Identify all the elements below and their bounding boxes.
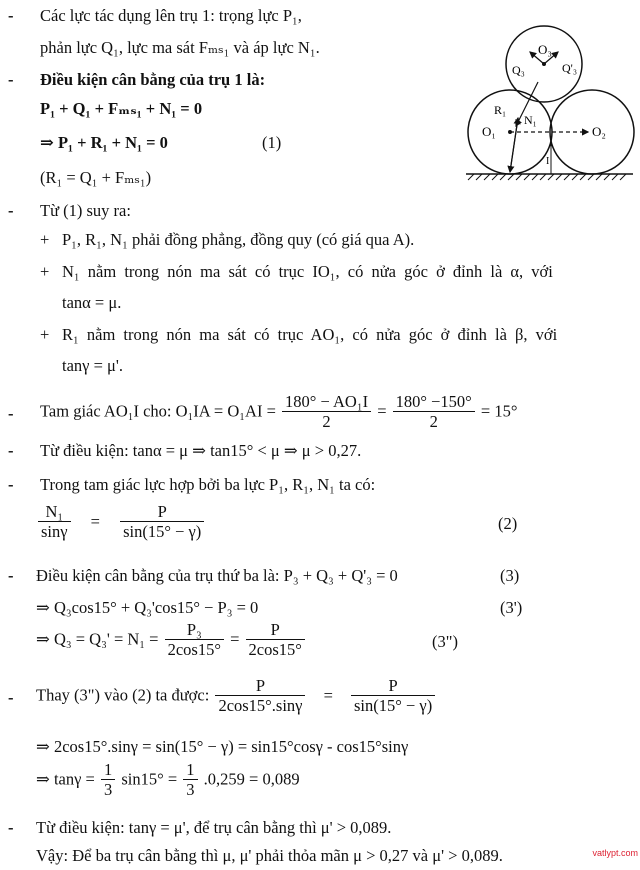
bullet-plus: +	[40, 262, 50, 281]
text-reaction-forces: phản lực Q₁, lực ma sát Fₘₛ₁ và áp lực N₁.	[40, 38, 320, 57]
ground-hatch	[468, 174, 626, 180]
text-n1-friction-cone: N₁ nằm trong nón ma sát có trục IO₁, có nửa góc ở đỉnh là α, với	[62, 262, 553, 281]
fraction-p3-2cos15	[165, 620, 224, 659]
numerator: 180° − AO₁I	[282, 392, 371, 412]
equals-sign: =	[230, 629, 240, 649]
equation-sum-forces: P₁ + Q₁ + Fₘₛ₁ + N₁ = 0	[40, 99, 203, 118]
three-cylinders-figure	[458, 22, 638, 192]
label-r1: R₁	[494, 103, 507, 117]
equation-expand: ⇒ 2cos15°.sinγ = sin(15° − γ) = sin15°cosγ - cos15°sinγ	[36, 737, 409, 756]
p1-arrow	[510, 118, 518, 172]
fraction-p-sin-diff	[351, 676, 435, 715]
equation-3-double-prime	[36, 620, 307, 659]
text-conclusion: Vậy: Để ba trụ cân bằng thì μ, μ' phải thỏa mãn μ > 0,27 và μ' > 0,089.	[36, 846, 503, 865]
result-15-degrees: = 15°	[480, 401, 518, 421]
denominator: 3	[186, 780, 195, 799]
equation-number-2: (2)	[498, 514, 518, 533]
denominator: 2cos15°.sinγ	[218, 696, 303, 715]
text-q3-equals: ⇒ Q₃ = Q₃' = N₁ =	[36, 629, 159, 649]
fraction-180-minus-angle	[282, 392, 371, 431]
denominator: 2cos15°	[248, 640, 302, 659]
text-equilibrium-condition-1: Điều kiện cân bằng của trụ 1 là:	[40, 70, 266, 89]
label-o2: O₂	[592, 124, 606, 139]
label-o1: O₁	[482, 124, 496, 139]
bullet-dash: -	[8, 475, 14, 494]
point-o1	[508, 130, 512, 134]
denominator: 3	[103, 780, 113, 799]
bullet-plus: +	[40, 325, 50, 344]
numerator: 1	[183, 760, 197, 780]
bullet-dash: -	[8, 404, 14, 423]
denominator: sinγ	[41, 522, 68, 541]
denominator: 2	[322, 412, 331, 431]
denominator: 2	[429, 412, 438, 431]
label-q3: Q₃	[512, 63, 525, 77]
fraction-one-third	[101, 760, 115, 799]
label-o3: O₃	[538, 42, 552, 57]
denominator: sin(15° − γ)	[123, 522, 202, 541]
point-o3	[542, 62, 546, 66]
watermark: vatlypt.com	[592, 848, 638, 858]
numerator: P	[351, 676, 435, 696]
equation-number-3-prime: (3')	[500, 598, 523, 617]
label-n1: N₁	[524, 113, 537, 127]
equation-r1-definition: (R₁ = Q₁ + Fₘₛ₁)	[40, 168, 152, 187]
text-triangle-intro: Tam giác AO₁I cho: O₁IA = O₁AI =	[40, 401, 276, 421]
bullet-dash: -	[8, 70, 14, 89]
numerator: P	[120, 502, 204, 522]
numerator: 1	[101, 760, 115, 780]
text-r1-friction-cone: R₁ nằm trong nón ma sát có trục AO₁, có nửa góc ở đỉnh là β, với	[62, 325, 558, 344]
equation-triangle-angles	[40, 392, 517, 431]
text-coplanar-concurrent: P₁, R₁, N₁ phải đồng phẳng, đồng quy (có giá qua A).	[62, 230, 415, 249]
equation-tan-gamma-result	[36, 760, 300, 799]
equation-number-1: (1)	[262, 133, 282, 152]
equals-sign: =	[323, 685, 333, 705]
text-result-0089: .0,259 = 0,089	[203, 769, 300, 789]
text-equilibrium-cylinder-3: Điều kiện cân bằng của trụ thứ ba là: P₃ + Q₃ + Q'₃ = 0	[36, 566, 398, 585]
numerator: P	[215, 676, 305, 696]
equation-number-3-double-prime: (3")	[432, 632, 458, 651]
numerator: P	[246, 620, 305, 640]
bullet-dash: -	[8, 566, 14, 585]
text-from-1: Từ (1) suy ra:	[40, 201, 131, 220]
fraction-p-sin	[120, 502, 204, 541]
denominator: sin(15° − γ)	[354, 696, 433, 715]
text-sin15: sin15° =	[121, 769, 178, 789]
equation-tan-alpha: tanα = μ.	[62, 293, 122, 312]
text-force-triangle: Trong tam giác lực hợp bởi ba lực P₁, R₁, N₁ ta có:	[40, 475, 376, 494]
numerator: N₁	[38, 502, 71, 522]
text-forces-on-cylinder-1: Các lực tác dụng lên trụ 1: trọng lực P₁,	[40, 6, 302, 25]
text-substitute: Thay (3") vào (2) ta được:	[36, 685, 210, 705]
equation-tan-gamma: tanγ = μ'.	[62, 356, 123, 375]
text-mu-condition: Từ điều kiện: tanα = μ ⇒ tan15° < μ ⇒ μ > 0,27.	[40, 441, 362, 460]
label-i: I	[546, 156, 550, 167]
equation-3-prime: ⇒ Q₃cos15° + Q₃'cos15° − P₃ = 0	[36, 598, 259, 617]
bullet-dash: -	[8, 201, 14, 220]
text-mu-prime-condition: Từ điều kiện: tanγ = μ', để trụ cân bằng thì μ' > 0,089.	[36, 818, 392, 837]
fraction-p-2cos15	[246, 620, 305, 659]
text-tan-gamma-eq: ⇒ tanγ =	[36, 769, 95, 789]
equation-number-3: (3)	[500, 566, 520, 585]
bullet-dash: -	[8, 818, 14, 837]
equals-sign: =	[377, 401, 387, 421]
equation-2	[36, 502, 206, 541]
bullet-dash: -	[8, 6, 14, 25]
denominator: 2cos15°	[167, 640, 221, 659]
fraction-n1-sin-gamma	[38, 502, 71, 541]
fraction-180-minus-150	[393, 392, 475, 431]
numerator: P₃	[165, 620, 224, 640]
equation-1: ⇒ P₁ + R₁ + N₁ = 0	[40, 133, 168, 152]
equation-substitute	[36, 676, 437, 715]
bullet-plus: +	[40, 230, 50, 249]
bullet-dash: -	[8, 688, 14, 707]
equals-sign: =	[90, 511, 100, 531]
fraction-one-third	[183, 760, 197, 799]
fraction-p-2cos15-sin	[215, 676, 305, 715]
label-q3-prime: Q'₃	[562, 61, 578, 75]
numerator: 180° −150°	[393, 392, 475, 412]
bullet-dash: -	[8, 441, 14, 460]
